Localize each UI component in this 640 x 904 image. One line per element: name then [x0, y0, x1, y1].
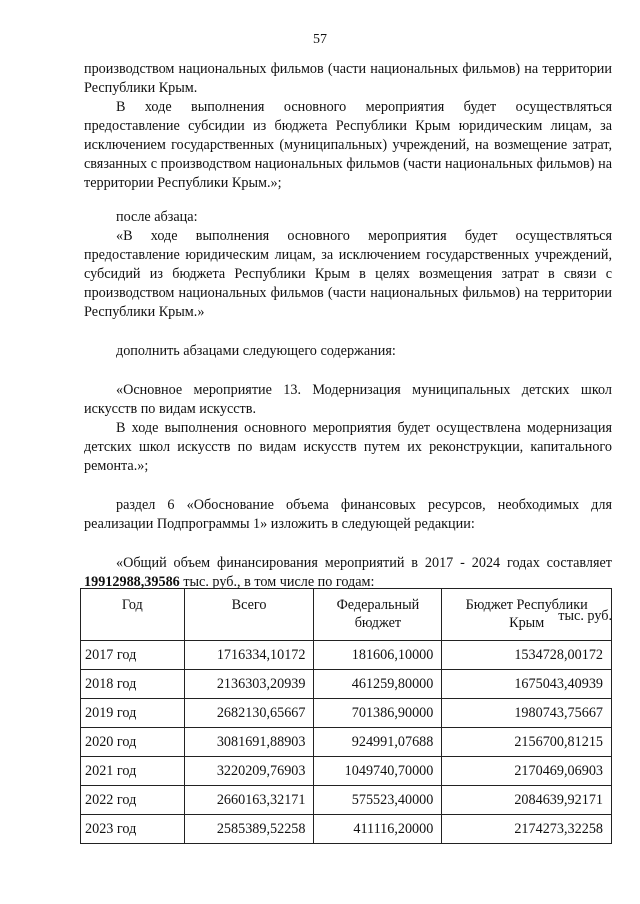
cell-crimea: 2084639,92171	[442, 786, 612, 815]
cell-year: 2018 год	[81, 670, 185, 699]
financing-table	[80, 588, 612, 844]
table-row	[81, 670, 612, 699]
cell-crimea: 2156700,81215	[442, 728, 612, 757]
cell-federal: 575523,40000	[314, 786, 442, 815]
cell-federal: 461259,80000	[314, 670, 442, 699]
paragraph-2: В ходе выполнения основного мероприятия будет осуществляться предоставление субсидии из бюджета Республики Крым юридическим лицам, за исключением государственных (муниципальных) учреждений, на возмещение затрат, связанных с производством национальных фильмов (части национальных фильмов) на территории Республики Крым.»;	[84, 99, 612, 191]
header-federal: Федеральный бюджет	[314, 589, 442, 641]
cell-crimea: 2170469,06903	[442, 757, 612, 786]
page-number: 57	[313, 32, 327, 47]
table-row	[81, 786, 612, 815]
cell-year: 2017 год	[81, 641, 185, 670]
cell-crimea: 2174273,32258	[442, 815, 612, 844]
paragraph-9	[84, 554, 612, 592]
table-row	[81, 815, 612, 844]
table-row	[81, 757, 612, 786]
paragraph-4: «В ходе выполнения основного мероприятия будет осуществляться предоставление юридическим лицам, за исключением государственных учреждений, субсидий из бюджета Республики Крым в целях возмещения затрат в связи с производством национальных фильмов (части национальных фильмов) на территории Республики Крым.»	[84, 228, 612, 320]
paragraph-8: раздел 6 «Обоснование объема финансовых ресурсов, необходимых для реализации Подпрограммы 1» изложить в следующей редакции:	[84, 497, 612, 532]
cell-total: 3081691,88903	[184, 728, 314, 757]
cell-federal: 924991,07688	[314, 728, 442, 757]
cell-year: 2023 год	[81, 815, 185, 844]
cell-total: 2682130,65667	[184, 699, 314, 728]
cell-total: 2660163,32171	[184, 786, 314, 815]
cell-federal: 181606,10000	[314, 641, 442, 670]
header-crimea: Бюджет Республики Крым	[442, 589, 612, 641]
cell-federal: 411116,20000	[314, 815, 442, 844]
paragraph-7: В ходе выполнения основного мероприятия будет осуществлена модернизация детских школ искусств по видам искусств путем их реконструкции, капитального ремонта.»;	[84, 420, 612, 474]
cell-total: 2136303,20939	[184, 670, 314, 699]
table-row	[81, 728, 612, 757]
body-text	[84, 60, 612, 626]
paragraph-9-end: тыс. руб., в том числе по годам:	[179, 574, 375, 590]
cell-crimea: 1675043,40939	[442, 670, 612, 699]
table-row	[81, 699, 612, 728]
cell-crimea: 1534728,00172	[442, 641, 612, 670]
paragraph-6: «Основное мероприятие 13. Модернизация муниципальных детских школ искусств по видам искусств.	[84, 382, 612, 417]
cell-year: 2021 год	[81, 757, 185, 786]
cell-year: 2022 год	[81, 786, 185, 815]
total-amount: 19912988,39586	[84, 574, 180, 590]
cell-total: 2585389,52258	[184, 815, 314, 844]
cell-total: 3220209,76903	[184, 757, 314, 786]
table-row	[81, 641, 612, 670]
paragraph-3: после абзаца:	[116, 209, 198, 225]
paragraph-9-start: «Общий объем финансирования мероприятий в 2017 - 2024 годах составляет	[116, 555, 612, 571]
paragraph-5: дополнить абзацами следующего содержания:	[116, 343, 396, 359]
cell-total: 1716334,10172	[184, 641, 314, 670]
unit-label: тыс. руб.	[558, 608, 612, 624]
table-header-row	[81, 589, 612, 641]
header-total: Всего	[184, 589, 314, 641]
cell-year: 2020 год	[81, 728, 185, 757]
cell-crimea: 1980743,75667	[442, 699, 612, 728]
paragraph-1: производством национальных фильмов (части национальных фильмов) на территории Республики Крым.	[84, 61, 612, 96]
cell-federal: 1049740,70000	[314, 757, 442, 786]
cell-federal: 701386,90000	[314, 699, 442, 728]
header-year: Год	[81, 589, 185, 641]
cell-year: 2019 год	[81, 699, 185, 728]
